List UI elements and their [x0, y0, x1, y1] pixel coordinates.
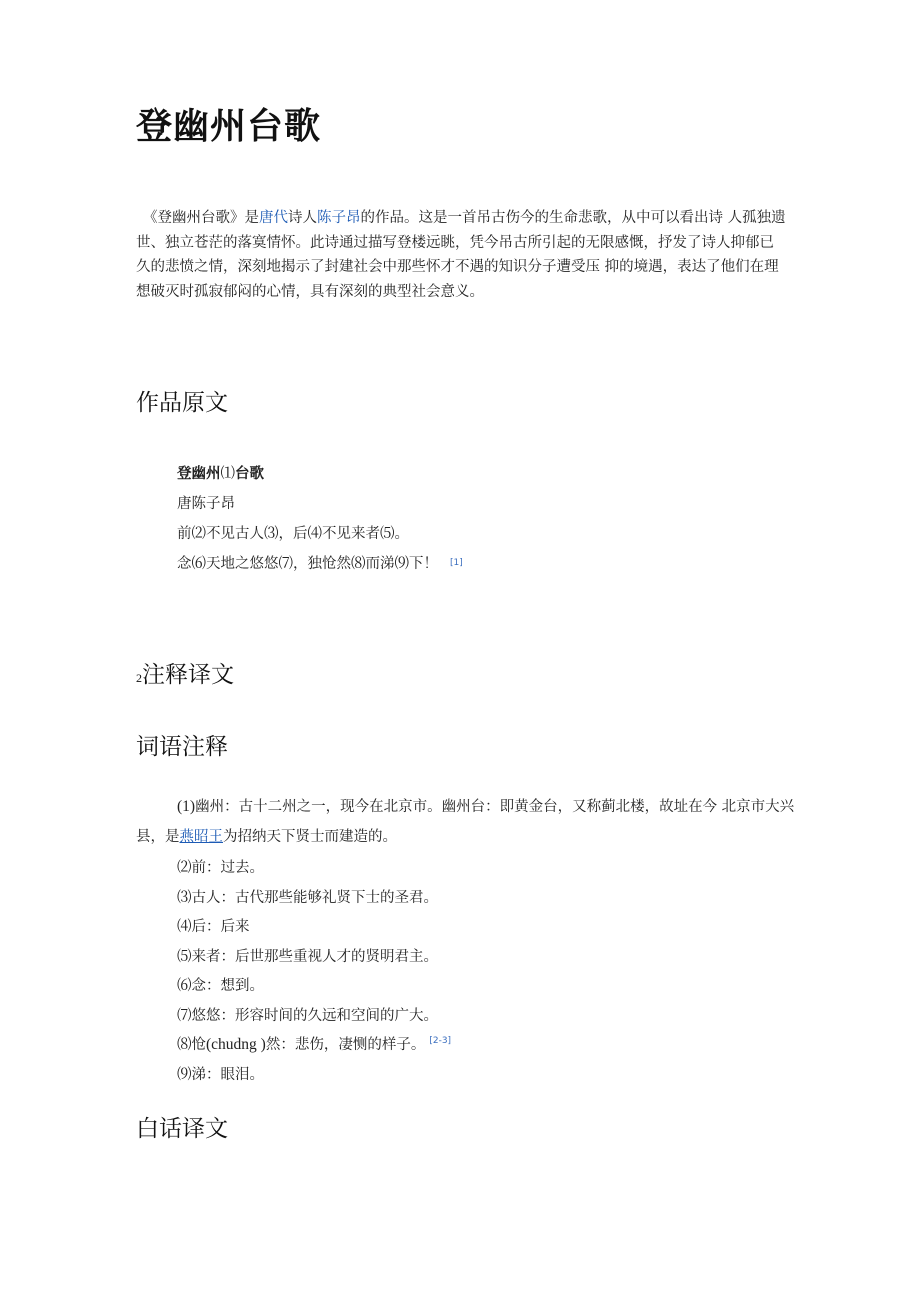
note-3: ⑶古人：古代那些能够礼贤下士的圣君。: [177, 890, 438, 906]
note-1: [136, 792, 796, 852]
note-7: ⑺悠悠：形容时间的久远和空间的广大。: [177, 1008, 438, 1024]
note-8: [177, 1033, 451, 1054]
note-5: ⑸来者：后世那些重视人才的贤明君主。: [177, 949, 438, 965]
reference-link-2-3[interactable]: [2-3]: [429, 1036, 452, 1046]
page-title: 登幽州台歌: [136, 106, 322, 147]
note-1-number: (1): [177, 798, 196, 815]
intro-paragraph: [136, 206, 786, 304]
section-heading-glossary: 词语注释: [136, 734, 228, 760]
note-2: ⑵前：过去。: [177, 860, 264, 876]
intro-text-1: 《登幽州台歌》是: [143, 210, 259, 226]
note-6: ⑹念：想到。: [177, 978, 264, 994]
poem-author: 唐陈子昂: [177, 496, 235, 512]
chen-ziang-link[interactable]: 陈子昂: [317, 210, 361, 226]
note-1-text-b: 为招纳天下贤士而建造的。: [223, 828, 397, 845]
poem-title-b: 台歌: [235, 466, 264, 482]
section-heading-notes-label: 注释译文: [142, 662, 234, 688]
poem-line-2-row: [177, 552, 463, 573]
note-8-pinyin: (chudng ): [206, 1036, 266, 1053]
note-8-text-b: 然：悲伤，凄恻的样子。: [265, 1037, 426, 1053]
poem-title-num: ⑴: [220, 466, 235, 482]
note-4: ⑷后：后来: [177, 919, 250, 935]
poem-line-1: 前⑵不见古人⑶，后⑷不见来者⑸。: [177, 526, 409, 542]
section-heading-notes: [136, 656, 234, 689]
poem-title: [177, 462, 264, 483]
section-number: 2: [136, 671, 142, 685]
tang-dynasty-link[interactable]: 唐代: [259, 210, 288, 226]
intro-text-3: 的作品。这是一首吊古伤今的生命悲歌，从中可以看出诗 人孤独遗世、独立苍茫的落寞情怀。此诗通过描写登楼远眺，凭今吊古所引起的无限感慨，抒发了诗人抑郁已久的悲愤之情，深刻地揭示了封建社会中那些怀才不遇的知识分子遭受压 抑的境遇，表达了他们在理想破灭时孤寂郁闷的心情，具有深刻的典型社会意义。: [136, 210, 786, 300]
note-1-text-a: 幽州：古十二州之一，现今在北京市。幽州台：即黄金台，又称蓟北楼，故址在今 北京市大兴县，是: [136, 799, 795, 845]
intro-text-2: 诗人: [288, 210, 317, 226]
note-8-text-a: ⑻怆: [177, 1037, 206, 1053]
poem-line-2: 念⑹天地之悠悠⑺，独怆然⑻而涕⑼下！: [177, 556, 438, 572]
section-heading-translation: 白话译文: [136, 1116, 228, 1142]
poem-title-a: 登幽州: [177, 466, 221, 482]
king-zhao-of-yan-link[interactable]: 燕昭王: [179, 828, 223, 845]
section-heading-original: 作品原文: [136, 390, 228, 416]
note-9: ⑼涕：眼泪。: [177, 1067, 264, 1083]
reference-link-1[interactable]: [1]: [450, 558, 463, 568]
